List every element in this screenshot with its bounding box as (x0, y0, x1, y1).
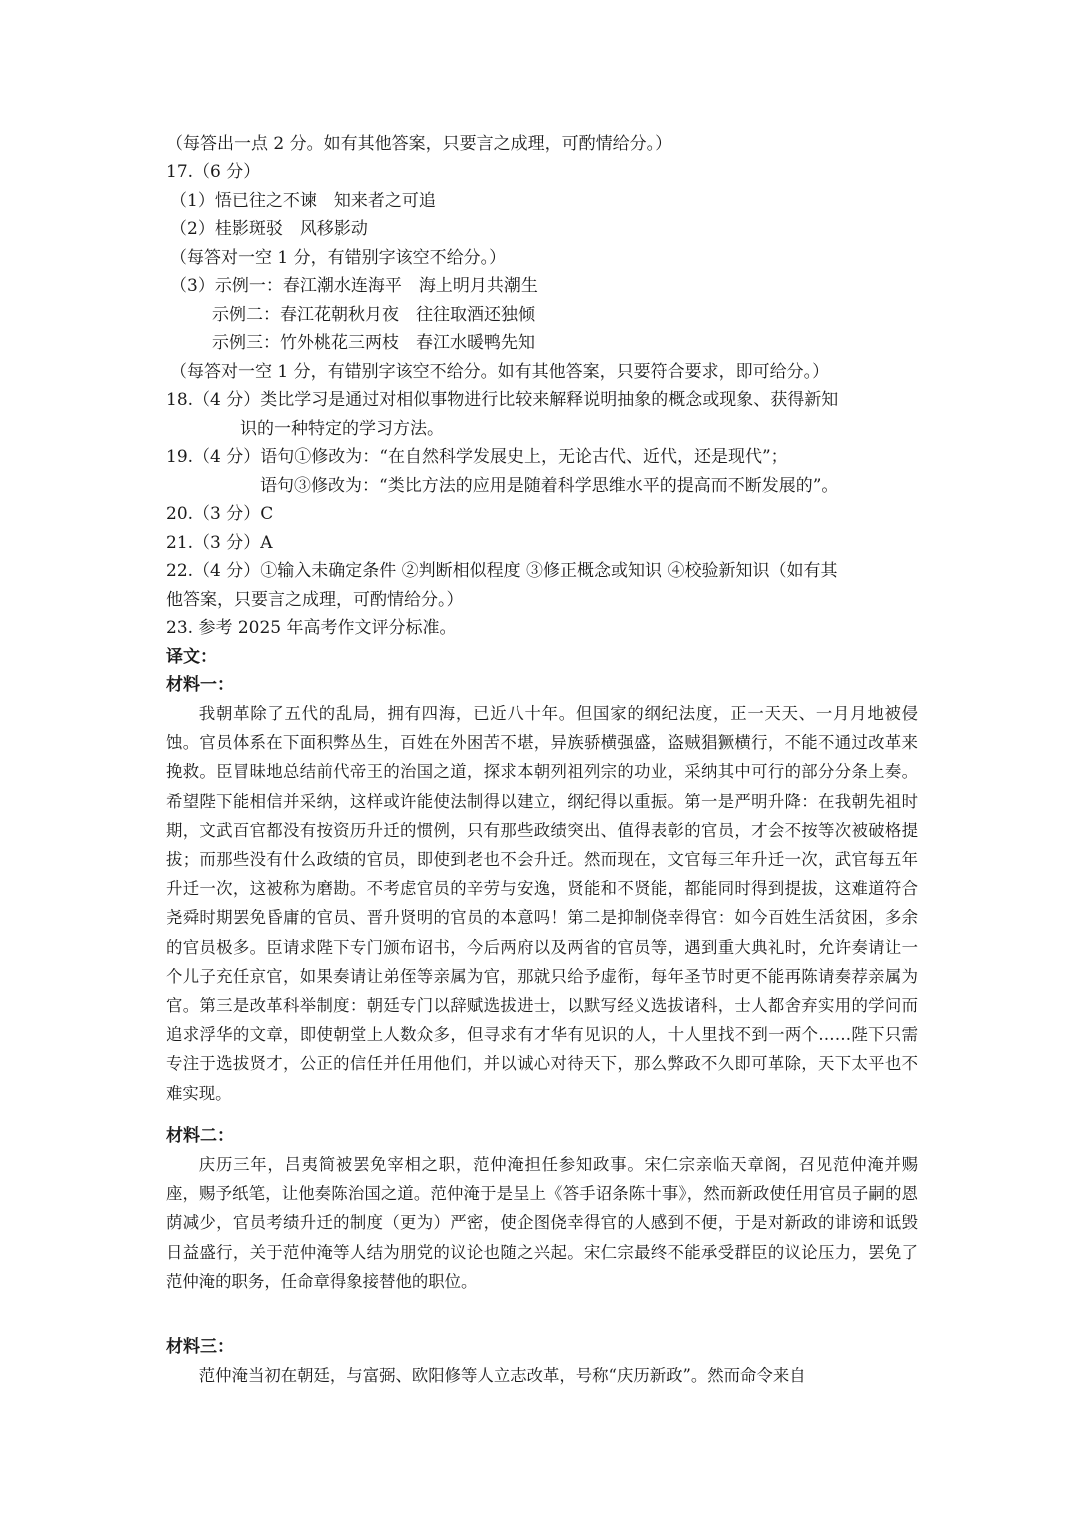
q17-part3-example3: 示例三：竹外桃花三两枝 春江水暖鸭先知 (212, 333, 535, 353)
q18-line2: 识的一种特定的学习方法。 (240, 419, 444, 439)
q17-note-a: （每答对一空 1 分，有错别字该空不给分。） (170, 248, 507, 268)
translation-heading: 译文： (166, 647, 217, 667)
q19-line2: 语句③修改为：“类比方法的应用是随着科学思维水平的提高而不断发展的”。 (260, 476, 839, 496)
q20-answer: 20.（3 分）C (166, 504, 274, 524)
material3-heading: 材料三： (166, 1337, 234, 1357)
material3-text: 范仲淹当初在朝廷，与富弼、欧阳修等人立志改革，号称“庆历新政”。然而命令来自 (198, 1366, 806, 1385)
material1-heading: 材料一： (166, 675, 234, 695)
q17-part1: （1）悟已往之不谏 知来者之可追 (170, 191, 436, 211)
q17-part2: （2）桂影斑驳 风移影动 (170, 219, 368, 239)
q21-answer: 21.（3 分）A (166, 533, 273, 553)
q23-answer: 23. 参考 2025 年高考作文评分标准。 (166, 618, 457, 638)
q17-header: 17.（6 分） (166, 162, 261, 182)
q17-note-b: （每答对一空 1 分，有错别字该空不给分。如有其他答案，只要符合要求，即可给分。） (170, 362, 830, 382)
q22-line2: 他答案，只要言之成理，可酌情给分。） (166, 590, 464, 610)
q19-line1: 19.（4 分）语句①修改为：“在自然科学发展史上，无论古代、近代，还是现代”； (166, 447, 788, 467)
material1-text: 我朝革除了五代的乱局，拥有四海，已近八十年。但国家的纲纪法度，正一天天、一月月地被侵蚀。官员体系在下面积弊丛生，百姓在外困苦不堪，异族骄横强盛，盗贼猖獗横行，不能不通过改革来挽救。臣冒昧地总结前代帝王的治国之道，探求本朝列祖列宗的功业，采纳其中可行的部分分条上奏。希望陛下能相信并采纳，这样或许能使法制得以建立，纲纪得以重振。第一是严明升降：在我朝先祖时期，文武百官都没有按资历升迁的惯例，只有那些政绩突出、值得表彰的官员，才会不按等次被破格提拔；而那些没有什么政绩的官员，即使到老也不会升迁。然而现在，文官每三年升迁一次，武官每五年升迁一次，这被称为磨勘。不考虑官员的辛劳与安逸，贤能和不贤能，都能同时得到提拔，这难道符合尧舜时期罢免昏庸的官员、晋升贤明的官员的本意吗！第二是抑制侥幸得官：如今百姓生活贫困，多余的官员极多。臣请求陛下专门颁布诏书，今后两府以及两省的官员等，遇到重大典礼时，允许奏请让一个儿子充任京官，如果奏请让弟侄等亲属为官，那就只给予虚衔，每年圣节时更不能再陈请奏荐亲属为官。第三是改革科举制度：朝廷专门以辞赋选拔进士，以默写经义选拔诸科，士人都舍弃实用的学问而追求浮华的文章，即使朝堂上人数众多，但寻求有才华有见识的人，十人里找不到一两个……陛下只需专注于选拔贤才，公正的信任并任用他们，并以诚心对待天下，那么弊政不久即可革除，天下太平也不难实现。 (166, 704, 918, 1103)
material2-heading: 材料二： (166, 1126, 234, 1146)
q17-part3-example2: 示例二：春江花朝秋月夜 往往取酒还独倾 (212, 305, 535, 325)
note-q16: （每答出一点 2 分。如有其他答案，只要言之成理，可酌情给分。） (166, 134, 673, 154)
q17-part3-example1: （3）示例一：春江潮水连海平 海上明月共潮生 (170, 276, 538, 296)
q22-line1: 22.（4 分）①输入未确定条件 ②判断相似程度 ③修正概念或知识 ④校验新知识（如有其 (166, 561, 838, 581)
q18-line1: 18.（4 分）类比学习是通过对相似事物进行比较来解释说明抽象的概念或现象、获得新知 (166, 390, 839, 410)
material2-text: 庆历三年，吕夷简被罢免宰相之职，范仲淹担任参知政事。宋仁宗亲临天章阁，召见范仲淹并赐座，赐予纸笔，让他奏陈治国之道。范仲淹于是呈上《答手诏条陈十事》，然而新政使任用官员子嗣的恩荫减少，官员考绩升迁的制度（更为）严密，使企图侥幸得官的人感到不便，于是对新政的诽谤和诋毁日益盛行，关于范仲淹等人结为朋党的议论也随之兴起。宋仁宗最终不能承受群臣的议论压力，罢免了范仲淹的职务，任命章得象接替他的职位。 (166, 1155, 918, 1291)
